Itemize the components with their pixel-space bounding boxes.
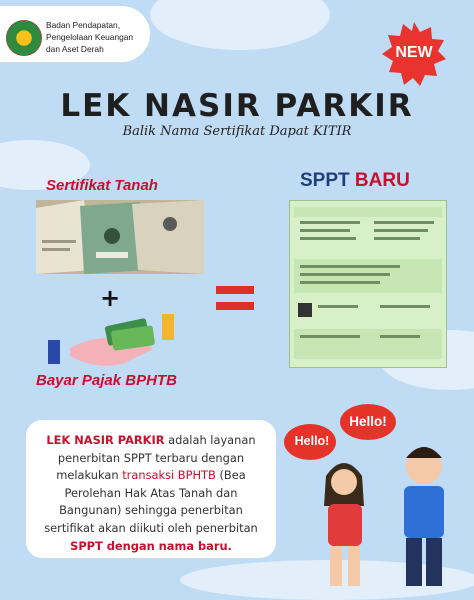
description-card	[26, 420, 276, 558]
sppt-baru-title	[300, 170, 410, 192]
new-badge-label: NEW	[395, 44, 433, 61]
agency-logo	[6, 20, 42, 56]
sppt-document-image	[289, 200, 447, 368]
baru-word: BARU	[354, 170, 410, 191]
desc-service-name: LEK NASIR PARKIR	[46, 433, 165, 447]
hello-bubble-right: Hello!	[349, 414, 387, 429]
agency-line-3: dan Aset Derah	[46, 44, 104, 54]
cloud	[150, 0, 330, 50]
agency-header	[0, 6, 150, 62]
sppt-word: SPPT	[300, 170, 350, 191]
bphtb-label: Bayar Pajak BPHTB	[36, 372, 177, 389]
agency-line-1: Badan Pendapatan,	[46, 20, 121, 30]
page-title: LEK NASIR PARKIR	[60, 88, 414, 124]
certificate-label: Sertifikat Tanah	[46, 177, 158, 194]
hello-bubble-left: Hello!	[294, 434, 330, 448]
agency-line-2: Pengelolaan Keuangan	[46, 32, 134, 42]
desc-part: adalah layanan penerbitan SPPT terbaru dengan melakukan	[56, 433, 256, 483]
new-badge	[382, 22, 446, 86]
desc-sppt-new: SPPT dengan nama baru.	[70, 538, 232, 553]
description-text	[40, 432, 262, 555]
page-subtitle: Balik Nama Sertifikat Dapat KITIR	[122, 124, 352, 139]
agency-name	[46, 19, 146, 55]
payment-illustration	[42, 310, 182, 374]
desc-part: (Bea Perolehan Hak Atas Tanah dan Bangunan) sehingga penerbitan sertifikat akan diikuti oleh penerbitan	[44, 468, 258, 535]
land-certificate-image	[36, 200, 204, 274]
desc-bphtb: transaksi BPHTB	[122, 468, 216, 483]
plus-symbol: +	[100, 284, 121, 312]
equals-symbol	[216, 286, 254, 318]
